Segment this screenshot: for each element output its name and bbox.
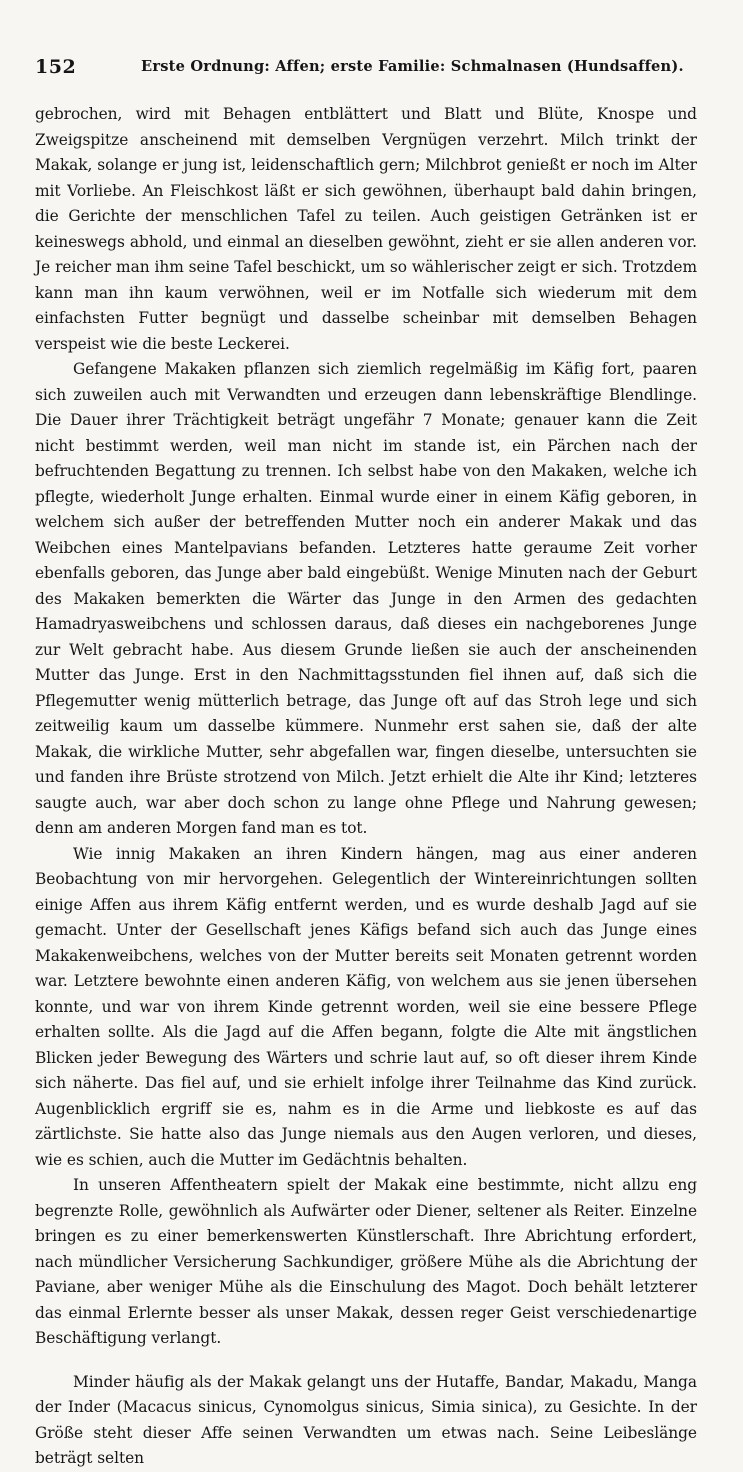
- running-head: Erste Ordnung: Affen; erste Familie: Schmalnasen (Hundsaffen).: [141, 58, 684, 75]
- paragraph-mother-attachment: Wie innig Makaken an ihren Kindern hängen, mag aus einer anderen Beobachtung von mir hervorgehen. Gelegentlich der Wintereinrichtungen sollten einige Affen aus ihrem Käfig entfernt werden, und es wurde deshalb Jagd auf sie gemacht. Unter der Gesellschaft jenes Käfigs befand sich auch das Junge eines Makakenweibchens, welches von der Mutter bereits seit Monaten getrennt worden war. Letztere bewohnte einen anderen Käfig, von welchem aus sie jenen übersehen konnte, und war von ihrem Kinde getrennt worden, weil sie eine bessere Pflege erhalten sollte. Als die Jagd auf die Affen begann, folgte die Alte mit ängstlichen Blicken jeder Bewegung des Wärters und schrie laut auf, so oft dieser ihrem Kinde sich näherte. Das fiel auf, und sie erhielt infolge ihrer Teilnahme das Kind zurück. Augenblicklich ergriff sie es, nahm es in die Arme und liebkoste es auf das zärtlichste. Sie hatte also das Junge niemals aus den Augen verloren, und dieses, wie es schien, auch die Mutter im Gedächtnis behalten.: [35, 844, 697, 1169]
- paragraph-hutaffe: Minder häufig als der Makak gelangt uns der Hutaffe, Bandar, Makadu, Manga der Inder (Macacus sinicus, Cynomolgus sinicus, Simia sinica), zu Gesichte. In der Größe steht dieser Affe seinen Verwandten um etwas nach. Seine Leibeslänge beträgt selten: [35, 1372, 697, 1467]
- paragraph-continuation: gebrochen, wird mit Behagen entblättert und Blatt und Blüte, Knospe und Zweigspitze anscheinend mit demselben Vergnügen verzehrt. Milch trinkt der Makak, solange er jung ist, leidenschaftlich gern; Milchbrot genießt er noch im Alter mit Vorliebe. An Fleischkost läßt er sich gewöhnen, überhaupt bald dahin bringen, die Gerichte der menschlichen Tafel zu teilen. Auch geistigen Getränken ist er keineswegs abhold, und einmal an dieselben gewöhnt, zieht er sie allen anderen vor. Je reicher man ihm seine Tafel beschickt, um so wählerischer zeigt er sich. Trotzdem kann man ihn kaum verwöhnen, weil er im Notfalle sich wiederum mit dem einfachsten Futter begnügt und dasselbe scheinbar mit demselben Behagen verspeist wie die beste Leckerei.: [35, 105, 697, 353]
- body-text: [35, 102, 697, 1472]
- paragraph-breeding: Gefangene Makaken pflanzen sich ziemlich regelmäßig im Käfig fort, paaren sich zuweilen auch mit Verwandten und erzeugen dann lebenskräftige Blendlinge. Die Dauer ihrer Trächtigkeit beträgt ungefähr 7 Monate; genauer kann die Zeit nicht bestimmt werden, weil man nicht im stande ist, ein Pärchen nach der befruchtenden Begattung zu trennen. Ich selbst habe von den Makaken, welche ich pflegte, wiederholt Junge erhalten. Einmal wurde einer in einem Käfig geboren, in welchem sich außer der betreffenden Mutter noch ein anderer Makak und das Weibchen eines Mantelpavians befanden. Letzteres hatte geraume Zeit vorher ebenfalls geboren, das Junge aber bald eingebüßt. Wenige Minuten nach der Geburt des Makaken bemerkten die Wärter das Junge in den Armen des gedachten Hamadryasweibchens und schlossen daraus, daß dieses ein nachgeborenes Junge zur Welt gebracht habe. Aus diesem Grunde ließen sie auch der anscheinenden Mutter das Junge. Erst in den Nachmittagsstunden fiel ihnen auf, daß sich die Pflegemutter wenig mütterlich betrage, das Junge oft auf das Stroh lege und sich zeitweilig kaum um dasselbe kümmere. Nunmehr erst sahen sie, daß der alte Makak, die wirkliche Mutter, sehr abgefallen war, fingen dieselbe, untersuchten sie und fanden ihre Brüste strotzend von Milch. Jetzt erhielt die Alte ihr Kind; letzteres saugte auch, war aber doch schon zu lange ohne Pflege und Nahrung gewesen; denn am anderen Morgen fand man es tot.: [35, 360, 697, 837]
- page-number: 152: [35, 56, 77, 78]
- page-header: [35, 56, 697, 84]
- paragraph-monkey-theater: In unseren Affentheatern spielt der Makak eine bestimmte, nicht allzu eng begrenzte Rolle, gewöhnlich als Aufwärter oder Diener, seltener als Reiter. Einzelne bringen es zu einer bemerkenswerten Künstlerschaft. Ihre Abrichtung erfordert, nach mündlicher Versicherung Sachkundiger, größere Mühe als die Abrichtung der Paviane, aber weniger Mühe als die Einschulung des Magot. Doch behält letzterer das einmal Erlernte besser als unser Makak, dessen reger Geist verschiedenartige Beschäftigung verlangt.: [35, 1176, 697, 1347]
